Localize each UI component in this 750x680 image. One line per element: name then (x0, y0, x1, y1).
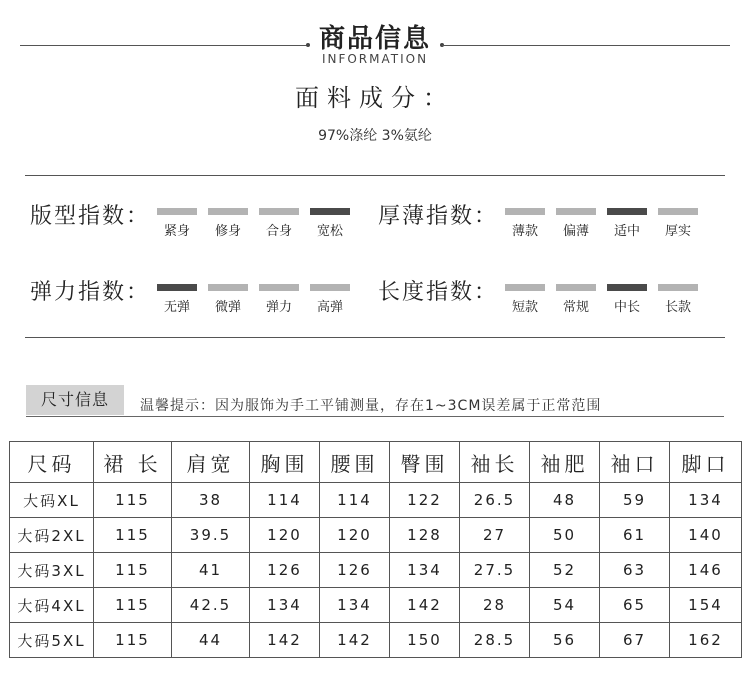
table-header-cell: 胸围 (250, 442, 320, 483)
length-option (556, 284, 596, 315)
thickness-index-label: 厚薄指数： (378, 204, 499, 229)
thickness-option (556, 208, 596, 239)
elasticity-option-bar (310, 284, 350, 291)
table-cell: 39.5 (172, 518, 250, 553)
table-cell: 115 (94, 588, 172, 623)
table-cell: 134 (320, 588, 390, 623)
table-cell: 115 (94, 553, 172, 588)
fit-index-label: 版型指数： (30, 204, 151, 229)
elasticity-index-label: 弹力指数： (30, 280, 151, 305)
table-cell: 59 (600, 483, 670, 518)
header-line-right (442, 45, 730, 46)
thickness-option-label: 偏薄 (562, 224, 589, 239)
table-cell: 142 (250, 623, 320, 658)
length-index-label: 长度指数： (378, 280, 499, 305)
table-cell: 150 (390, 623, 460, 658)
table-cell: 140 (670, 518, 742, 553)
table-cell: 142 (390, 588, 460, 623)
fit-option-bar-active (310, 208, 350, 215)
elasticity-option-label: 无弹 (163, 300, 190, 315)
thickness-option-label: 薄款 (511, 224, 538, 239)
divider-top (25, 175, 725, 176)
table-cell: 67 (600, 623, 670, 658)
table-header-row (10, 442, 742, 483)
fit-option-bar (157, 208, 197, 215)
table-cell: 128 (390, 518, 460, 553)
length-option-label: 中长 (613, 300, 640, 315)
fit-option-label: 修身 (214, 224, 241, 239)
table-header-cell: 肩宽 (172, 442, 250, 483)
table-row (10, 553, 742, 588)
length-option-label: 常规 (562, 300, 589, 315)
fit-option-bar (208, 208, 248, 215)
elasticity-option-bar (208, 284, 248, 291)
table-cell: 134 (250, 588, 320, 623)
length-option-label: 短款 (511, 300, 538, 315)
table-cell: 27.5 (460, 553, 530, 588)
table-cell: 26.5 (460, 483, 530, 518)
table-header-cell: 臀围 (390, 442, 460, 483)
table-header-cell: 腰围 (320, 442, 390, 483)
table-cell: 146 (670, 553, 742, 588)
length-option-label: 长款 (664, 300, 691, 315)
table-cell: 120 (250, 518, 320, 553)
table-cell: 63 (600, 553, 670, 588)
table-cell: 大码3XL (10, 553, 94, 588)
length-option (505, 284, 545, 315)
table-header-cell: 尺码 (10, 442, 94, 483)
size-table (9, 441, 742, 658)
length-option-bar-active (607, 284, 647, 291)
table-cell: 48 (530, 483, 600, 518)
fit-option (157, 208, 197, 239)
table-row (10, 518, 742, 553)
elasticity-option (259, 284, 299, 315)
table-header-cell: 袖口 (600, 442, 670, 483)
table-cell: 115 (94, 483, 172, 518)
length-option-bar (505, 284, 545, 291)
table-cell: 61 (600, 518, 670, 553)
table-cell: 134 (390, 553, 460, 588)
table-cell: 115 (94, 518, 172, 553)
table-cell: 大码4XL (10, 588, 94, 623)
fit-option-label: 合身 (265, 224, 292, 239)
thickness-option-label: 适中 (613, 224, 640, 239)
elasticity-option-label: 微弹 (214, 300, 241, 315)
table-header-cell: 袖肥 (530, 442, 600, 483)
table-header-cell: 袖长 (460, 442, 530, 483)
thickness-option-bar-active (607, 208, 647, 215)
page-title: 商品信息 (318, 24, 431, 54)
elasticity-option-label: 弹力 (265, 300, 292, 315)
thickness-option-bar (505, 208, 545, 215)
length-option-bar (658, 284, 698, 291)
fit-option-label: 紧身 (163, 224, 190, 239)
table-cell: 115 (94, 623, 172, 658)
table-row (10, 623, 742, 658)
table-cell: 41 (172, 553, 250, 588)
thickness-option-label: 厚实 (664, 224, 691, 239)
size-info-underline (26, 416, 724, 417)
table-cell: 65 (600, 588, 670, 623)
divider-bottom (25, 337, 725, 338)
table-row (10, 483, 742, 518)
table-cell: 126 (320, 553, 390, 588)
fit-option (259, 208, 299, 239)
table-cell: 28.5 (460, 623, 530, 658)
table-cell: 134 (670, 483, 742, 518)
thickness-option-bar (658, 208, 698, 215)
table-cell: 44 (172, 623, 250, 658)
table-cell: 大码XL (10, 483, 94, 518)
fabric-value: 97%涤纶 3%氨纶 (318, 128, 432, 144)
table-cell: 大码2XL (10, 518, 94, 553)
elasticity-option (310, 284, 350, 315)
table-cell: 114 (250, 483, 320, 518)
elasticity-option-selected (157, 284, 197, 315)
elasticity-option (208, 284, 248, 315)
table-cell: 120 (320, 518, 390, 553)
elasticity-option-bar-active (157, 284, 197, 291)
page-subtitle: INFORMATION (321, 52, 429, 66)
length-option-bar (556, 284, 596, 291)
fit-option-label: 宽松 (316, 224, 343, 239)
table-row (10, 588, 742, 623)
table-cell: 42.5 (172, 588, 250, 623)
table-cell: 50 (530, 518, 600, 553)
fabric-label: 面料成分： (295, 84, 455, 112)
size-info-note: 温馨提示：因为服饰为手工平铺测量，存在1~3CM误差属于正常范围 (140, 398, 602, 414)
table-cell: 38 (172, 483, 250, 518)
table-cell: 56 (530, 623, 600, 658)
table-cell: 28 (460, 588, 530, 623)
fit-option-selected (310, 208, 350, 239)
table-cell: 114 (320, 483, 390, 518)
table-cell: 54 (530, 588, 600, 623)
table-cell: 大码5XL (10, 623, 94, 658)
table-cell: 27 (460, 518, 530, 553)
table-header-cell: 裙 长 (94, 442, 172, 483)
fit-option-bar (259, 208, 299, 215)
table-cell: 126 (250, 553, 320, 588)
table-cell: 154 (670, 588, 742, 623)
thickness-option (658, 208, 698, 239)
table-header-cell: 脚口 (670, 442, 742, 483)
length-option (658, 284, 698, 315)
elasticity-option-bar (259, 284, 299, 291)
table-cell: 52 (530, 553, 600, 588)
length-option-selected (607, 284, 647, 315)
thickness-option (505, 208, 545, 239)
thickness-option-selected (607, 208, 647, 239)
fit-option (208, 208, 248, 239)
elasticity-option-label: 高弹 (316, 300, 343, 315)
thickness-option-bar (556, 208, 596, 215)
table-cell: 162 (670, 623, 742, 658)
size-info-tag: 尺寸信息 (26, 385, 124, 415)
table-cell: 142 (320, 623, 390, 658)
table-cell: 122 (390, 483, 460, 518)
